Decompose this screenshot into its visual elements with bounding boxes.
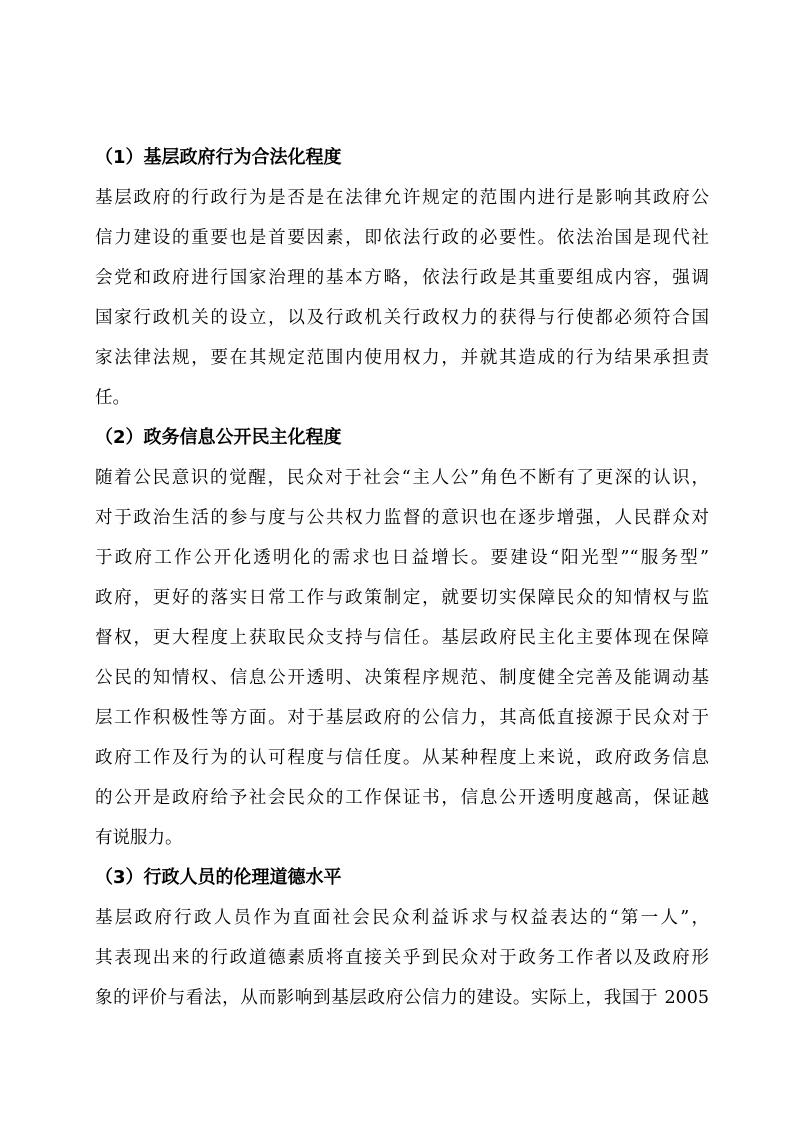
section-1 (95, 138, 709, 418)
section-heading: （3）行政人员的伦理道德水平 (95, 867, 342, 888)
paragraph-line: 国家行政机关的设立，以及行政机关行政权力的获得与行使都必须符合国 (95, 308, 709, 328)
paragraph-line: 政府工作及行为的认可程度与信任度。从某种程度上来说，政府政务信息 (95, 748, 709, 768)
paragraph-line: 政府，更好的落实日常工作与政策制定，就要切实保障民众的知情权与监 (95, 588, 709, 608)
paragraph-line: 公民的知情权、信息公开透明、决策程序规范、制度健全完善及能调动基 (95, 668, 709, 688)
paragraph-line: 信力建设的重要也是首要因素，即依法行政的必要性。依法治国是现代社 (95, 228, 709, 248)
paragraph-line: 家法律法规，要在其规定范围内使用权力，并就其造成的行为结果承担责 (95, 348, 709, 368)
section-heading: （2）政务信息公开民主化程度 (95, 427, 342, 448)
section-3 (95, 858, 709, 1018)
section-2 (95, 418, 709, 858)
paragraph-line: 对于政治生活的参与度与公共权力监督的意识也在逐步增强，人民群众对 (95, 508, 709, 528)
paragraph-line: 于政府工作公开化透明化的需求也日益增长。要建设“阳光型”“服务型” (95, 548, 709, 568)
paragraph-line: 会党和政府进行国家治理的基本方略，依法行政是其重要组成内容，强调 (95, 268, 709, 288)
paragraph-line: 任。 (95, 388, 130, 408)
paragraph-line: 其表现出来的行政道德素质将直接关乎到民众对于政务工作者以及政府形 (95, 948, 709, 968)
paragraph-line: 随着公民意识的觉醒，民众对于社会“主人公”角色不断有了更深的认识， (95, 468, 709, 488)
paragraph-line: 层工作积极性等方面。对于基层政府的公信力，其高低直接源于民众对于 (95, 708, 709, 728)
paragraph-line: 有说服力。 (95, 828, 183, 848)
paragraph-line: 的公开是政府给予社会民众的工作保证书，信息公开透明度越高，保证越 (95, 788, 709, 808)
document-page (95, 138, 709, 1018)
paragraph-line: 基层政府的行政行为是否是在法律允许规定的范围内进行是影响其政府公 (95, 188, 709, 208)
paragraph-line: 基层政府行政人员作为直面社会民众利益诉求与权益表达的“第一人”， (95, 908, 709, 928)
paragraph-line: 督权，更大程度上获取民众支持与信任。基层政府民主化主要体现在保障 (95, 628, 709, 648)
paragraph-line: 象的评价与看法，从而影响到基层政府公信力的建设。实际上，我国于 2005 (95, 988, 709, 1008)
section-heading: （1）基层政府行为合法化程度 (95, 147, 342, 168)
